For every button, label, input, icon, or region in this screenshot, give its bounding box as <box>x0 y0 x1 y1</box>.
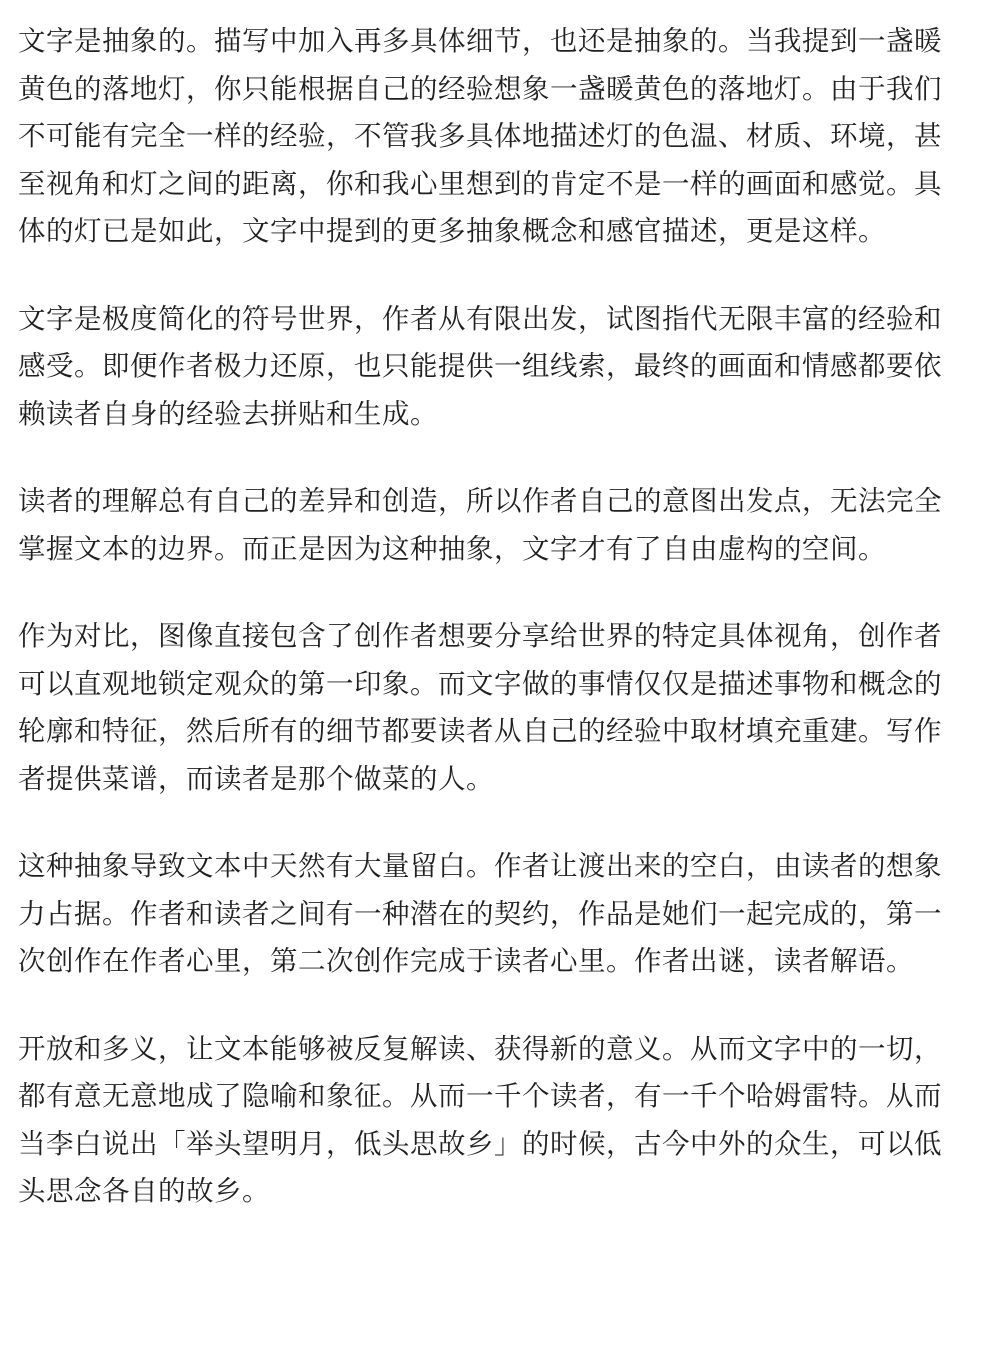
paragraph-1: 文字是抽象的。描写中加入再多具体细节，也还是抽象的。当我提到一盏暖黄色的落地灯，你只能根据自己的经验想象一盏暖黄色的落地灯。由于我们不可能有完全一样的经验，不管我多具体地描述灯的色温、材质、环境，甚至视角和灯之间的距离，你和我心里想到的肯定不是一样的画面和感觉。具体的灯已是如此，文字中提到的更多抽象概念和感官描述，更是这样。 <box>18 25 942 247</box>
paragraph-3: 读者的理解总有自己的差异和创造，所以作者自己的意图出发点，无法完全掌握文本的边界。而正是因为这种抽象，文字才有了自由虚构的空间。 <box>18 485 942 565</box>
article-body <box>18 18 962 1216</box>
paragraph-2: 文字是极度简化的符号世界，作者从有限出发，试图指代无限丰富的经验和感受。即便作者极力还原，也只能提供一组线索，最终的画面和情感都要依赖读者自身的经验去拼贴和生成。 <box>18 302 942 430</box>
paragraph-5: 这种抽象导致文本中天然有大量留白。作者让渡出来的空白，由读者的想象力占据。作者和读者之间有一种潜在的契约，作品是她们一起完成的，第一次创作在作者心里，第二次创作完成于读者心里。作者出谜，读者解语。 <box>18 850 942 977</box>
paragraph-6: 开放和多义，让文本能够被反复解读、获得新的意义。从而文字中的一切，都有意无意地成了隐喻和象征。从而一千个读者，有一千个哈姆雷特。从而当李白说出「举头望明月，低头思故乡」的时候，古今中外的众生，可以低头思念各自的故乡。 <box>18 1032 942 1207</box>
paragraph-4: 作为对比，图像直接包含了创作者想要分享给世界的特定具体视角，创作者可以直观地锁定观众的第一印象。而文字做的事情仅仅是描述事物和概念的轮廓和特征，然后所有的细节都要读者从自己的经验中取材填充重建。写作者提供菜谱，而读者是那个做菜的人。 <box>18 620 942 795</box>
